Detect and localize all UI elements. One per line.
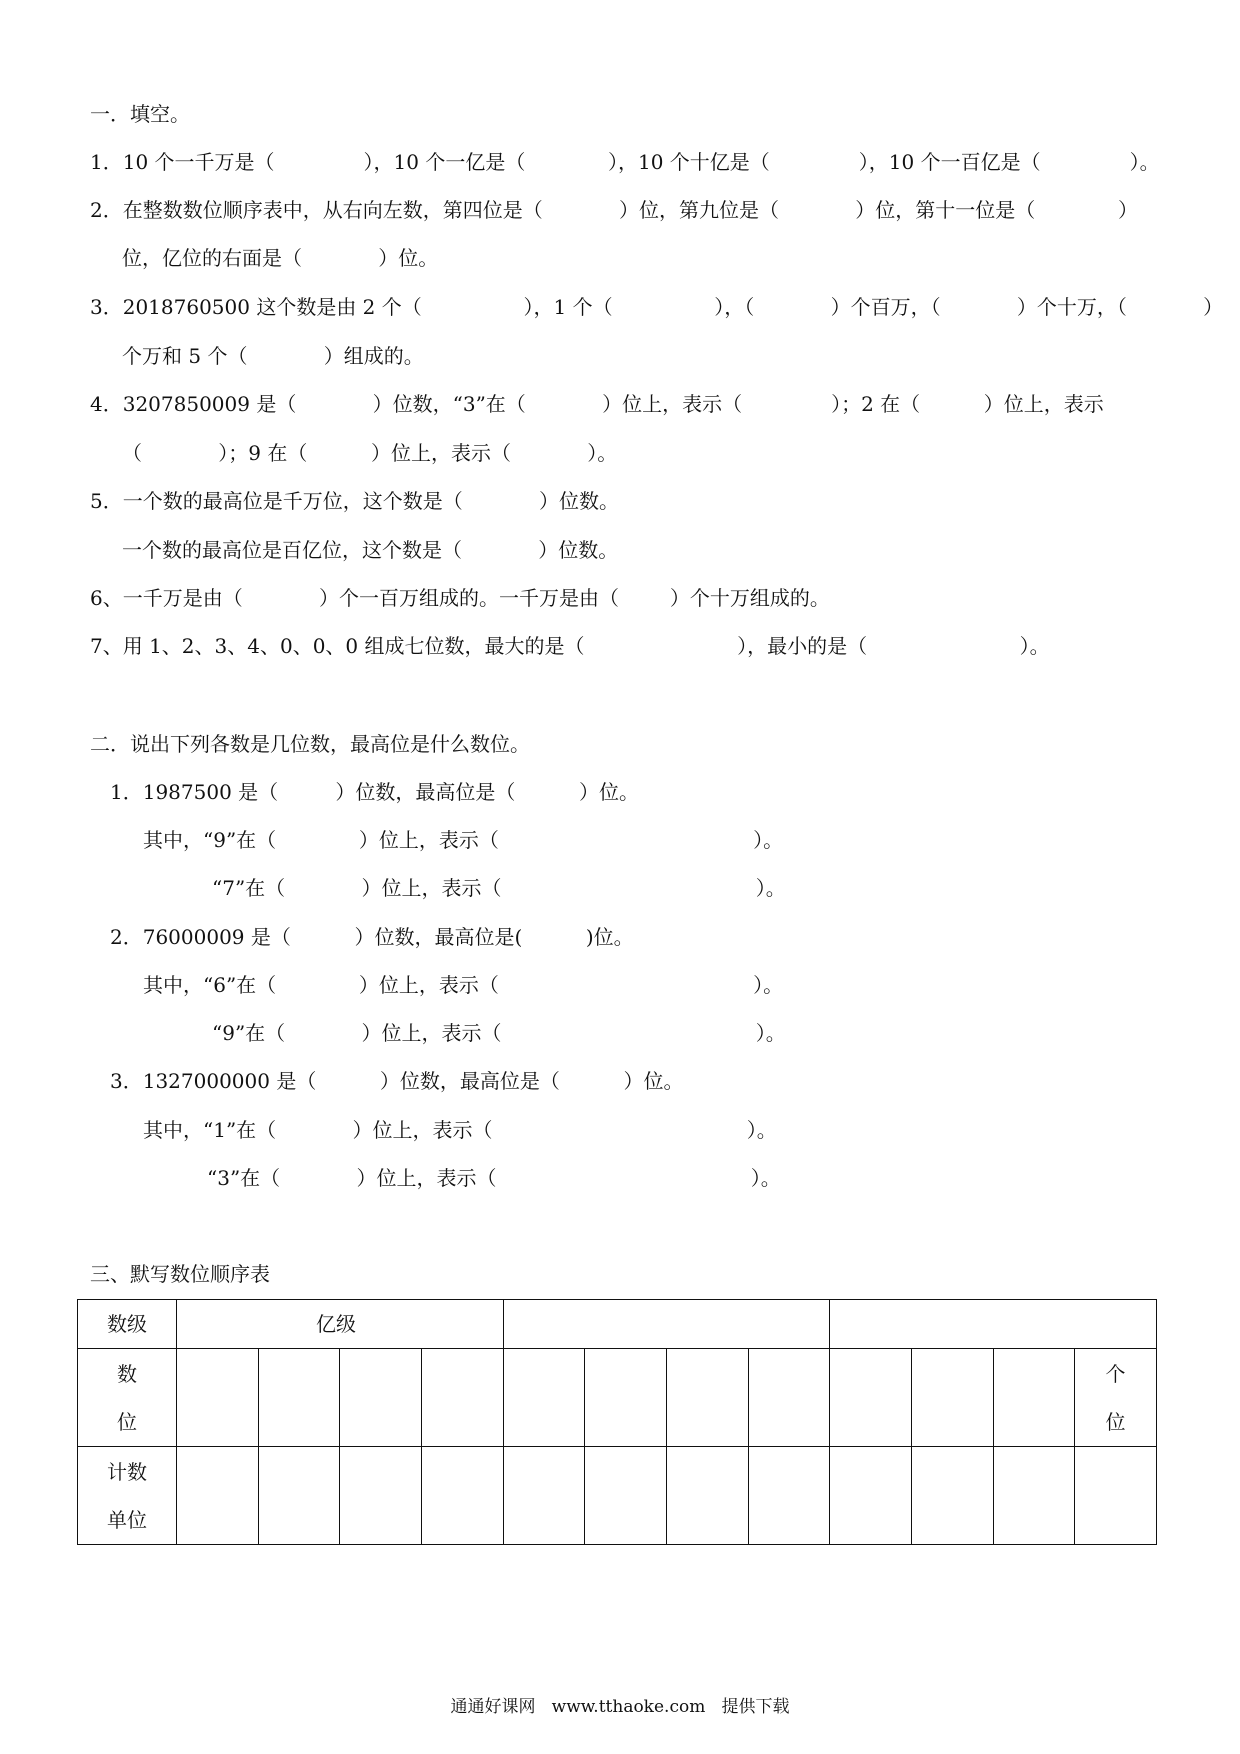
- table-cell[interactable]: [666, 1349, 748, 1447]
- table-cell[interactable]: [258, 1447, 340, 1545]
- table-cell[interactable]: [585, 1447, 667, 1545]
- table-cell[interactable]: [177, 1447, 259, 1545]
- question-1-3: 3．2018760500 这个数是由 2 个（ ），1 个（ ），（ ）个百万，（ ）个十万，（ ）: [90, 295, 1224, 319]
- question-2-1-digit-7: “7”在（ ）位上，表示（ ）。: [212, 876, 786, 900]
- table-cell[interactable]: [177, 1349, 259, 1447]
- table-cell[interactable]: [911, 1447, 993, 1545]
- question-1-4: 4．3207850009 是（ ）位数，“3”在（ ）位上，表示（ ）；2 在（ ）位上，表示: [90, 392, 1104, 416]
- question-1-4-cont: （ ）；9 在（ ）位上，表示（ ）。: [122, 441, 618, 465]
- table-cell[interactable]: [993, 1349, 1075, 1447]
- page-footer: 通通好课网 www.tthaoke.com 提供下载: [450, 1697, 790, 1717]
- table-header-unit: [78, 1447, 177, 1545]
- table-header-class: 数级: [78, 1300, 177, 1349]
- question-2-3-digit-3: “3”在（ ）位上，表示（ ）。: [207, 1166, 781, 1190]
- question-2-3-digit-1: 其中，“1”在（ ）位上，表示（ ）。: [143, 1118, 777, 1142]
- question-2-2-digit-9: “9”在（ ）位上，表示（ ）。: [212, 1021, 786, 1045]
- table-cell[interactable]: [911, 1349, 993, 1447]
- question-2-3: 3．1327000000 是（ ）位数，最高位是（ ）位。: [110, 1069, 684, 1093]
- ones-place-bottom: 位: [1105, 1409, 1126, 1434]
- question-2-2: 2．76000009 是（ ）位数，最高位是( )位。: [110, 925, 634, 949]
- table-cell[interactable]: [830, 1447, 912, 1545]
- question-1-1: 1．10 个一千万是（ ），10 个一亿是（ ），10 个十亿是（ ），10 个一百亿是（ ）。: [90, 150, 1160, 174]
- question-1-2-cont: 位，亿位的右面是（ ）位。: [122, 246, 439, 270]
- table-cell[interactable]: [340, 1349, 422, 1447]
- table-cell[interactable]: [503, 1349, 585, 1447]
- table-cell[interactable]: [421, 1447, 503, 1545]
- table-header-unit-bottom: 单位: [107, 1507, 147, 1532]
- table-cell[interactable]: [748, 1349, 830, 1447]
- table-group-ge[interactable]: [830, 1300, 1157, 1349]
- ones-place-top: 个: [1105, 1361, 1126, 1386]
- table-cell[interactable]: [585, 1349, 667, 1447]
- table-cell[interactable]: [748, 1447, 830, 1545]
- table-header-unit-top: 计数: [107, 1459, 147, 1484]
- question-2-2-digit-6: 其中，“6”在（ ）位上，表示（ ）。: [143, 973, 784, 997]
- question-2-1-digit-9: 其中，“9”在（ ）位上，表示（ ）。: [143, 828, 784, 852]
- table-cell[interactable]: [1075, 1447, 1157, 1545]
- table-cell[interactable]: [503, 1447, 585, 1545]
- table-group-yi[interactable]: 亿级: [177, 1300, 504, 1349]
- table-header-place-top: 数: [117, 1361, 137, 1386]
- table-cell[interactable]: [258, 1349, 340, 1447]
- question-2-1: 1．1987500 是（ ）位数，最高位是（ ）位。: [110, 780, 639, 804]
- question-1-2: 2．在整数数位顺序表中，从右向左数，第四位是（ ）位，第九位是（ ）位，第十一位是（ ）: [90, 198, 1138, 222]
- table-cell[interactable]: [993, 1447, 1075, 1545]
- place-value-table: [77, 1299, 1157, 1545]
- table-header-place: [78, 1349, 177, 1447]
- question-1-6: 6、一千万是由（ ）个一百万组成的。一千万是由（ ）个十万组成的。: [90, 586, 830, 610]
- table-cell[interactable]: [340, 1447, 422, 1545]
- table-header-place-bottom: 位: [117, 1409, 137, 1434]
- table-group-wan[interactable]: [503, 1300, 830, 1349]
- section-2-title: 二．说出下列各数是几位数，最高位是什么数位。: [90, 732, 530, 756]
- table-cell[interactable]: [666, 1447, 748, 1545]
- question-1-5-cont: 一个数的最高位是百亿位，这个数是（ ）位数。: [122, 538, 619, 562]
- question-1-3-cont: 个万和 5 个（ ）组成的。: [122, 344, 424, 368]
- question-1-7: 7、用 1、2、3、4、0、0、0 组成七位数，最大的是（ ），最小的是（ ）。: [90, 634, 1050, 658]
- table-cell[interactable]: [421, 1349, 503, 1447]
- table-cell-ones-place: [1075, 1349, 1157, 1447]
- section-1-title: 一．填空。: [90, 102, 190, 126]
- section-3-title: 三、默写数位顺序表: [90, 1262, 270, 1286]
- question-1-5: 5．一个数的最高位是千万位，这个数是（ ）位数。: [90, 489, 620, 513]
- table-cell[interactable]: [830, 1349, 912, 1447]
